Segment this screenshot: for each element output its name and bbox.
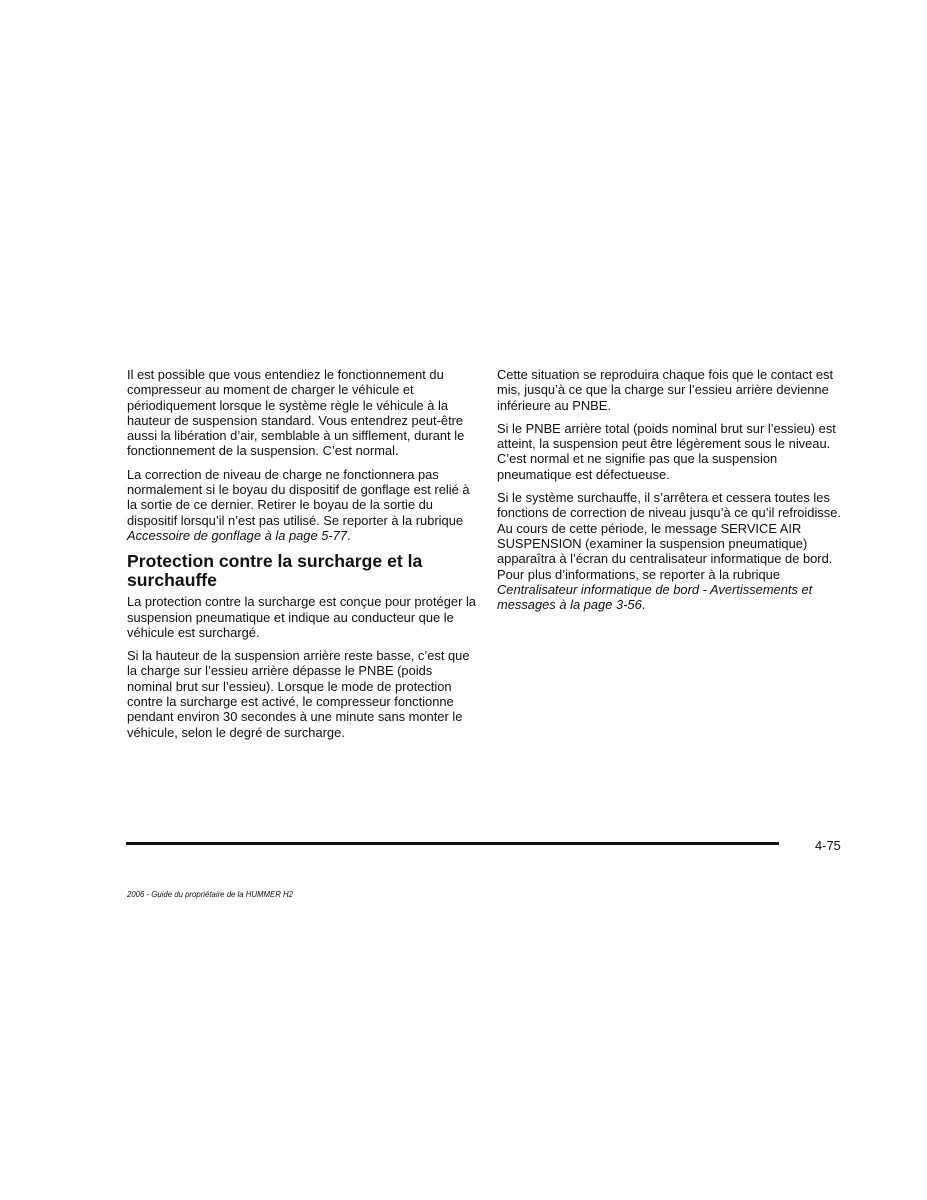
paragraph-repeat-situation: Cette situation se reproduira chaque fois que le contact est mis, jusqu’à ce que la charge sur l’essieu arrière devienne inférieure au PNBE. [497, 367, 834, 413]
section-heading: Protection contre la surcharge et la surchauffe [127, 551, 423, 590]
footer-rule [126, 842, 779, 845]
paragraph-overheat [497, 490, 847, 612]
right-column [497, 367, 847, 620]
paragraph-compressor-noise: Il est possible que vous entendiez le fonctionnement du compresseur au moment de charger le véhicule et périodiquement lorsque le système règle le véhicule à la hauteur de suspension standard. Vous entendrez peut-être aussi la libération d’air, semblable à un sifflement, durant le fonctionnement de la suspension. C’est normal. [127, 367, 465, 459]
paragraph-overheat-text: Si le système surchauffe, il s’arrêtera et cessera toutes les fonctions de correction de niveau jusqu’à ce qu’il refroidisse. Au cours de cette période, le message SERVICE AIR SUSPENSION (examiner la suspension pneumatique) apparaîtra à l’écran du centralisateur informatique de bord. Pour plus d’informations, se reporter à la rubrique [497, 490, 841, 582]
paragraph-inflator-hose [127, 467, 477, 543]
paragraph-pnbe-reached: Si le PNBE arrière total (poids nominal brut sur l’essieu) est atteint, la suspension peut être légèrement sous le niveau. C’est normal et ne signifie pas que la suspension pneumatique est défectueuse. [497, 420, 836, 482]
paragraph-overload-protection: La protection contre la surcharge est conçue pour protéger la suspension pneumatique et indique au conducteur que le véhicule est surchargé. [127, 594, 476, 640]
left-column [127, 367, 477, 748]
page-number: 4-75 [815, 838, 841, 853]
cross-reference-inflator: Accessoire de gonflage à la page 5-77 [127, 527, 348, 543]
paragraph-inflator-hose-end: . [347, 527, 351, 543]
cross-reference-dic: Centralisateur informatique de bord - Avertissements et messages à la page 3-56 [497, 581, 813, 613]
paragraph-inflator-hose-text: La correction de niveau de charge ne fonctionnera pas normalement si le boyau du dispositif de gonflage est relié à la sortie de ce dernier. Retirer le boyau de la sortie du dispositif lorsqu’il n’est pas utilisé. Se reporter à la rubrique [127, 466, 470, 528]
footer-text: 2006 - Guide du propriétaire de la HUMMER H2 [127, 890, 293, 899]
paragraph-overheat-end: . [641, 597, 646, 613]
paragraph-rear-suspension-low: Si la hauteur de la suspension arrière reste basse, c’est que la charge sur l’essieu arrière dépasse le PNBE (poids nominal brut sur l’essieu). Lorsque le mode de protection contre la surcharge est activé, le compresseur fonctionne pendant environ 30 secondes à une minute sans monter le véhicule, selon le degré de surcharge. [127, 648, 470, 740]
